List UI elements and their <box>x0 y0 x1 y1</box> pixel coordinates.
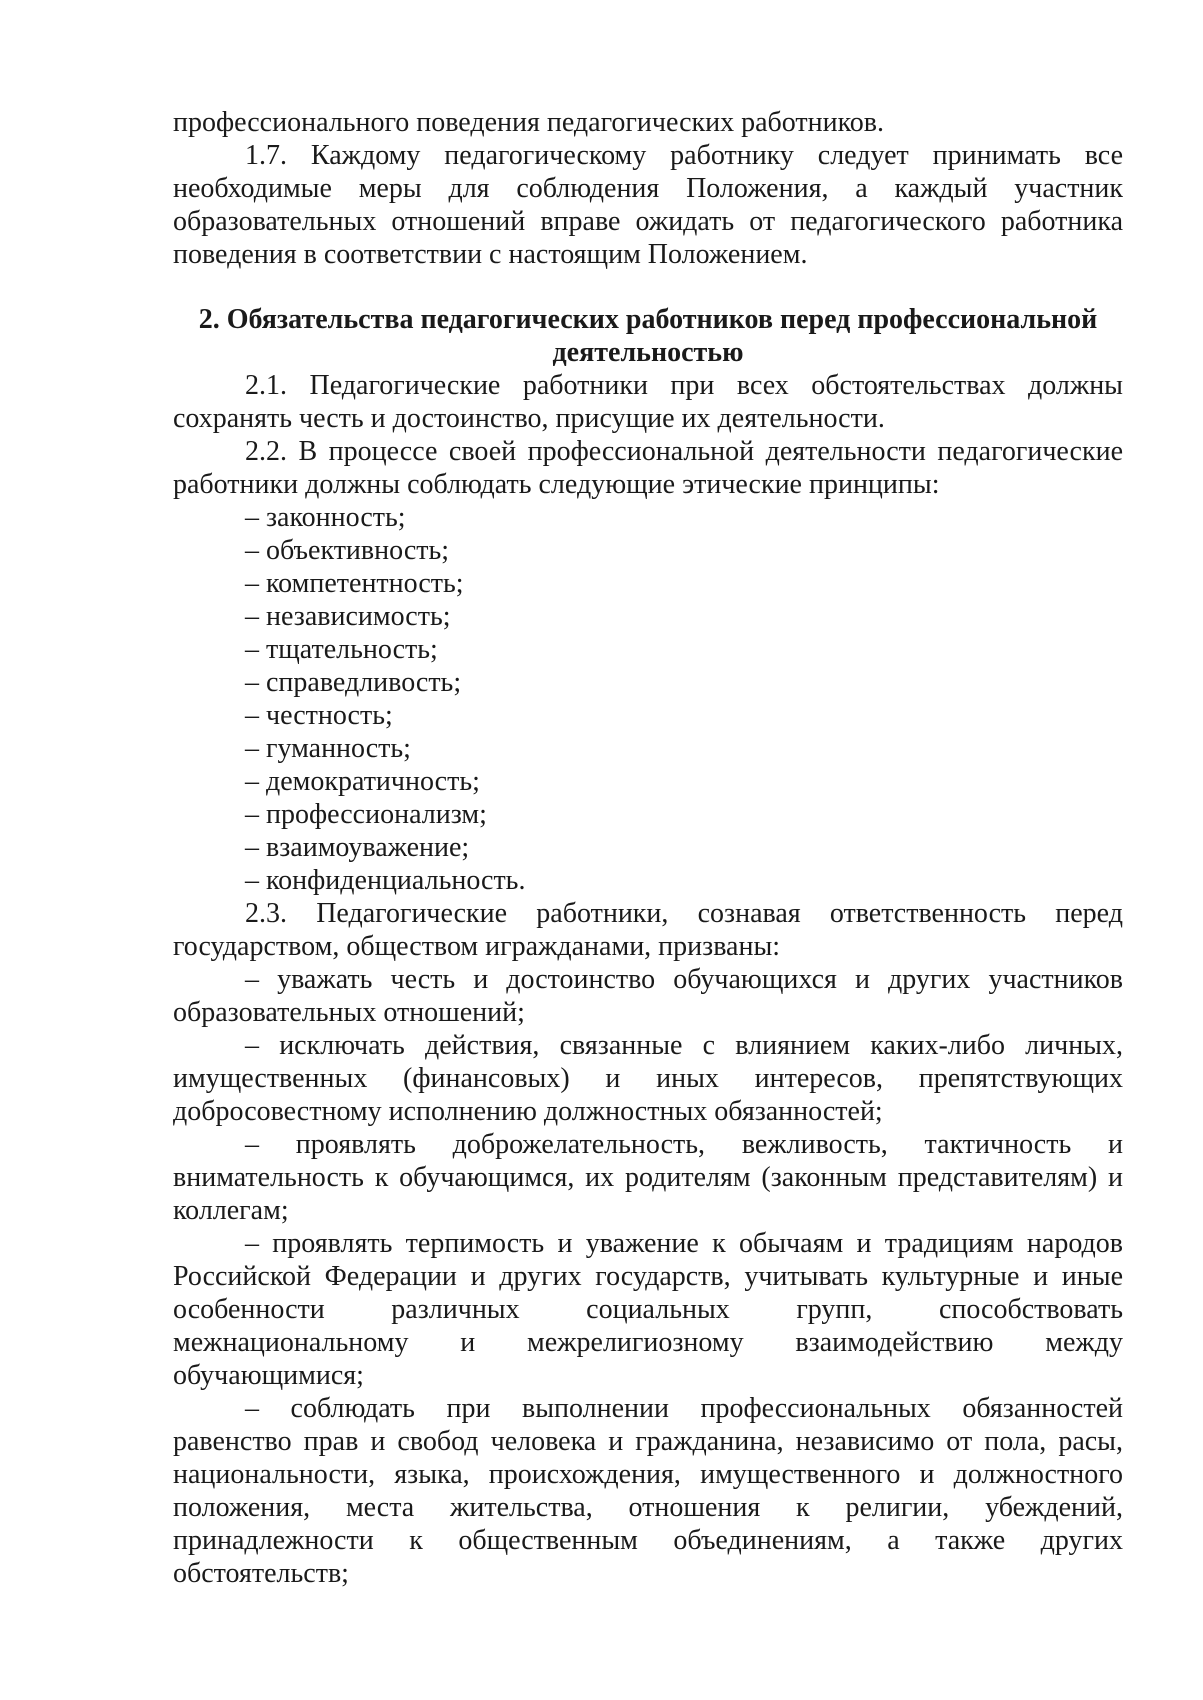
paragraph-2-2: 2.2. В процессе своей профессиональной деятельности педагогические работники должны соблюдать следующие этические принципы: <box>173 436 1123 500</box>
duty-item: – уважать честь и достоинство обучающихся и других участников образовательных отношений; <box>173 964 1123 1028</box>
principle-item: – независимость; <box>245 601 451 632</box>
paragraph-2-1: 2.1. Педагогические работники при всех обстоятельствах должны сохранять честь и достоинство, присущие их деятельности. <box>173 370 1123 434</box>
duties-list <box>173 963 1123 1590</box>
principle-item: – гуманность; <box>245 733 411 764</box>
duty-item: – проявлять терпимость и уважение к обычаям и традициям народов Российской Федерации и других государств, учитывать культурные и иные особенности различных социальных групп, способствовать межнациональному и межрелигиозному взаимодействию между обучающимися; <box>173 1228 1123 1391</box>
principle-item: – законность; <box>245 502 406 533</box>
principle-item: – справедливость; <box>245 667 462 698</box>
principle-item: – конфиденциальность. <box>245 865 526 896</box>
document-page <box>173 106 1123 1590</box>
duty-item: – проявлять доброжелательность, вежливость, тактичность и внимательность к обучающимся, их родителям (законным представителям) и коллегам; <box>173 1129 1123 1226</box>
principle-item: – профессионализм; <box>245 799 487 830</box>
principle-item: – взаимоуважение; <box>245 832 470 863</box>
paragraph-2-3: 2.3. Педагогические работники, сознавая ответственность перед государством, обществом игражданами, призваны: <box>173 898 1123 962</box>
section-2-heading: 2. Обязательства педагогических работников перед профессиональной деятельностью <box>198 304 1098 368</box>
principle-item: – тщательность; <box>245 634 438 665</box>
duty-item: – исключать действия, связанные с влиянием каких-либо личных, имущественных (финансовых) и иных интересов, препятствующих добросовестному исполнению должностных обязанностей; <box>173 1030 1123 1127</box>
principle-item: – объективность; <box>245 535 450 566</box>
principle-item: – честность; <box>245 700 393 731</box>
intro-line: профессионального поведения педагогических работников. <box>173 107 884 138</box>
principle-item: – компетентность; <box>245 568 464 599</box>
principle-item: – демократичность; <box>245 766 480 797</box>
principles-list <box>173 501 1123 897</box>
duty-item: – соблюдать при выполнении профессиональных обязанностей равенство прав и свобод человека и гражданина, независимо от пола, расы, национальности, языка, происхождения, имущественного и должностного положения, места жительства, отношения к религии, убеждений, принадлежности к общественным объединениям, а также других обстоятельств; <box>173 1393 1123 1589</box>
paragraph-1-7: 1.7. Каждому педагогическому работнику следует принимать все необходимые меры для соблюдения Положения, а каждый участник образовательных отношений вправе ожидать от педагогического работника поведения в соответствии с настоящим Положением. <box>173 140 1123 270</box>
